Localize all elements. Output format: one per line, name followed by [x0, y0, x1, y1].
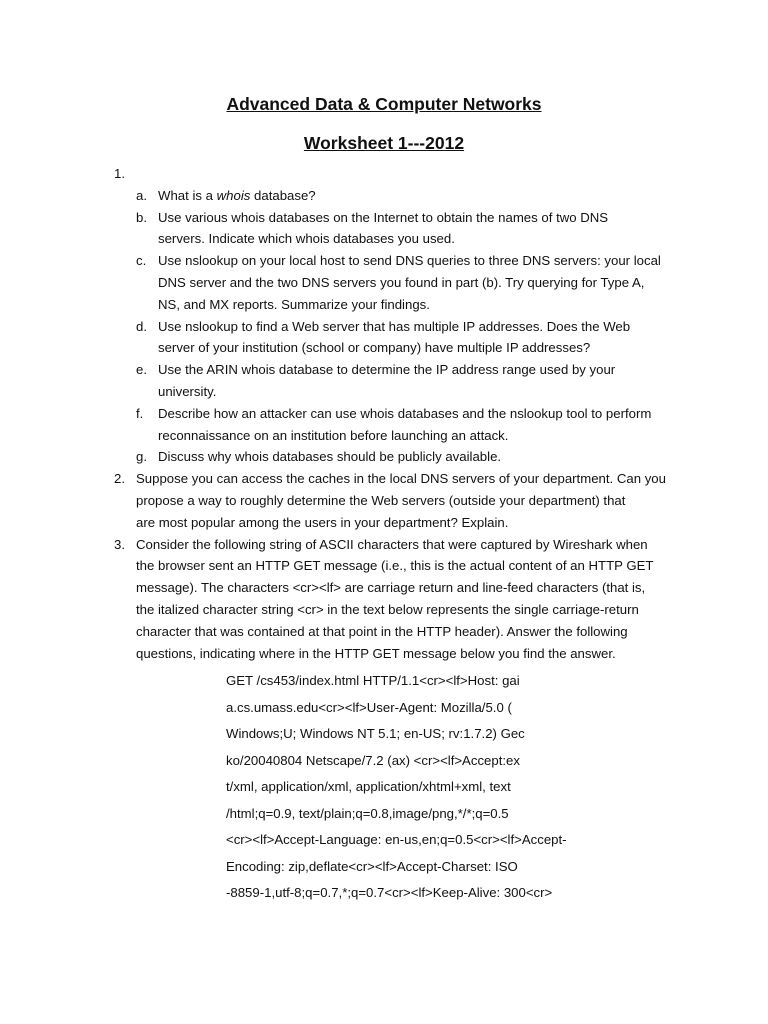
text-line: NS, and MX reports. Summarize your findings. — [158, 296, 430, 312]
question-1-part-a — [0, 185, 768, 207]
text-line: reconnaissance on an institution before launching an attack. — [158, 427, 509, 443]
part-label: a. — [136, 187, 147, 203]
question-3 — [0, 534, 768, 665]
document-subtitle: Worksheet 1---2012 — [303, 133, 465, 153]
part-text: What is a — [158, 187, 217, 203]
question-list — [0, 163, 768, 664]
text-line: character that was contained at that point in the HTTP header). Answer the following — [136, 623, 628, 639]
text-line: Suppose you can access the caches in the local DNS servers of your department. Can you — [136, 471, 666, 487]
text-line: propose a way to roughly determine the Web servers (outside your department) that — [136, 492, 626, 508]
capture-line: <cr><lf>Accept-Language: en-us,en;q=0.5<cr><lf>Accept- — [226, 832, 567, 847]
capture-line: Windows;U; Windows NT 5.1; en-US; rv:1.7.2) Gec — [226, 726, 525, 741]
text-line: Consider the following string of ASCII characters that were captured by Wireshark when — [136, 536, 648, 552]
capture-line: -8859-1,utf-8;q=0.7,*;q=0.7<cr><lf>Keep-Alive: 300<cr> — [226, 885, 553, 900]
text-line: the browser sent an HTTP GET message (i.e., this is the actual content of an HTTP GET — [136, 558, 654, 574]
text-line: university. — [158, 383, 217, 399]
text-line: message). The characters <cr><lf> are carriage return and line-feed characters (that is, — [136, 580, 646, 596]
part-label: d. — [136, 318, 147, 334]
question-label: 3. — [114, 536, 125, 552]
question-1-part-f — [0, 403, 768, 447]
text-line: servers. Indicate which whois databases you used. — [158, 231, 455, 247]
text-line: Discuss why whois databases should be publicly available. — [158, 449, 502, 465]
document-title: Advanced Data & Computer Networks — [226, 94, 542, 114]
question-1-part-e — [0, 359, 768, 403]
capture-line: Encoding: zip,deflate<cr><lf>Accept-Charset: ISO — [226, 858, 518, 874]
question-label: 2. — [114, 471, 125, 487]
question-1-part-c — [0, 250, 768, 315]
capture-line: /html;q=0.9, text/plain;q=0.8,image/png,*/*;q=0.5 — [226, 805, 509, 821]
question-1-part-d — [0, 316, 768, 360]
text-line: DNS server and the two DNS servers you found in part (b). Try querying for Type A, — [158, 274, 645, 290]
text-line: Describe how an attacker can use whois databases and the nslookup tool to perform — [158, 405, 652, 421]
text-line: Use various whois databases on the Internet to obtain the names of two DNS — [158, 209, 609, 225]
part-label: b. — [136, 209, 147, 225]
capture-line: t/xml, application/xml, application/xhtml+xml, text — [226, 779, 511, 794]
part-text: database? — [250, 187, 316, 203]
capture-line: ko/20040804 Netscape/7.2 (ax) <cr><lf>Accept:ex — [226, 752, 520, 768]
question-1-part-g — [0, 446, 768, 468]
capture-line: a.cs.umass.edu<cr><lf>User-Agent: Mozilla/5.0 ( — [226, 699, 512, 715]
question-2 — [0, 468, 768, 533]
text-line: questions, indicating where in the HTTP GET message below you find the answer. — [136, 645, 616, 661]
part-label: f. — [136, 405, 144, 421]
text-line: are most popular among the users in your department? Explain. — [136, 514, 509, 530]
text-line: Use the ARIN whois database to determine the IP address range used by your — [158, 362, 616, 378]
part-label: e. — [136, 362, 147, 378]
text-line: the italized character string <cr> in the text below represents the single carriage-return — [136, 601, 639, 617]
text-line: Use nslookup on your local host to send DNS queries to three DNS servers: your local — [158, 253, 661, 269]
part-label: g. — [136, 449, 147, 465]
question-1-part-b — [0, 207, 768, 251]
text-line: server of your institution (school or company) have multiple IP addresses? — [158, 340, 591, 356]
part-label: c. — [136, 253, 147, 269]
http-get-capture — [226, 668, 646, 907]
question-1 — [0, 163, 768, 185]
text-line: Use nslookup to find a Web server that has multiple IP addresses. Does the Web — [158, 318, 631, 334]
part-text-italic: whois — [216, 187, 251, 203]
capture-line: GET /cs453/index.html HTTP/1.1<cr><lf>Host: gai — [226, 673, 520, 688]
question-label: 1. — [114, 166, 125, 181]
